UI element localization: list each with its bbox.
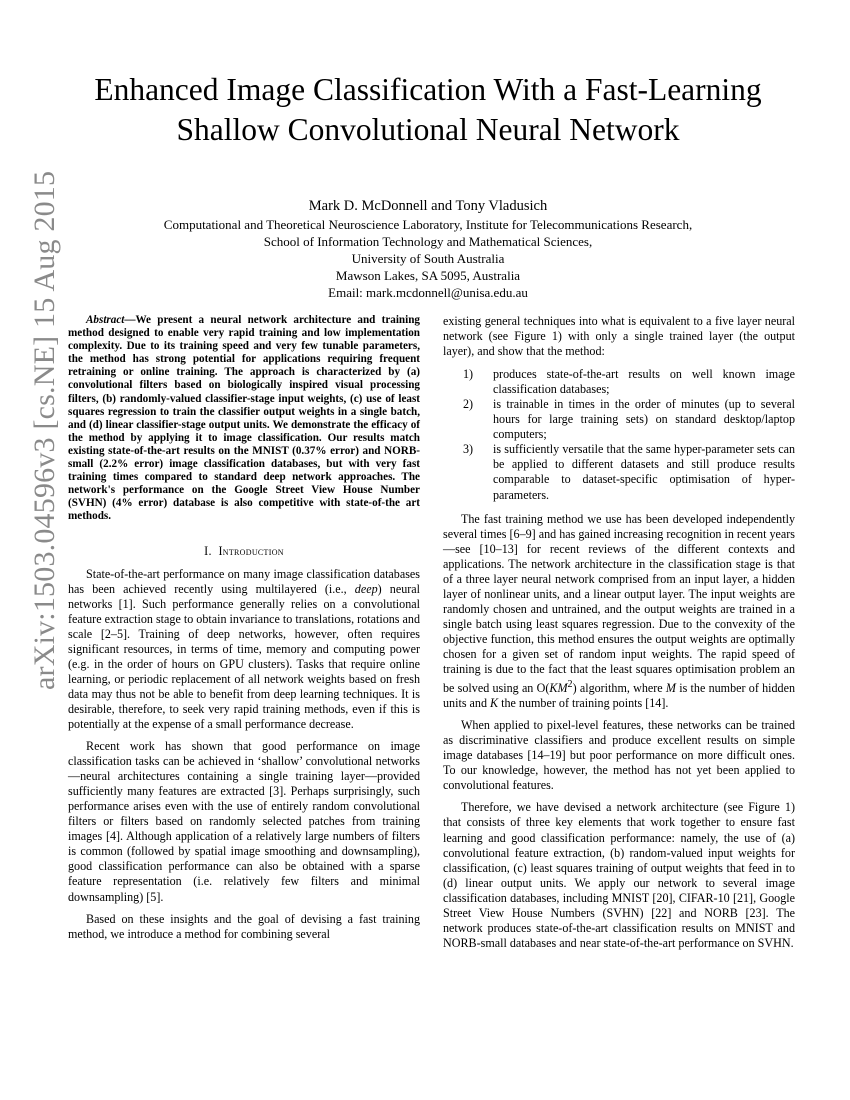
abstract (68, 314, 420, 524)
intro-paragraph-1: State-of-the-art performance on many image classification databases has been achieved recently using multilayered (i.e., deep) neural networks [1]. Such performance generally relies on a convolutional feature extraction stage to obtain invariance to translations, rotations and scale [2–5]. Training of deep networks, however, often requires significant resources, in terms of time, memory and computing power (e.g. in the order of hours on GPU clusters). Tasks that require online learning, or periodic replacement of all network weights based on fresh data may thus not be able to benefit from deep learning techniques. It is desirable, therefore, to seek very rapid training methods, even if this is potentially at the expense of a small performance decrease. (68, 566, 420, 732)
affiliation-address: Mawson Lakes, SA 5095, Australia (335, 268, 521, 283)
paper-title (60, 70, 796, 150)
left-column (68, 314, 420, 949)
intro-paragraph-3-continued: existing general techniques into what is equivalent to a five layer neural network (see Figure 1) with only a single trained layer (the output layer), and show that the method: (443, 314, 795, 359)
section-name: Introduction (218, 543, 284, 558)
intro-paragraph-5: When applied to pixel-level features, these networks can be trained as discriminative classifiers and produce excellent results on simple image databases [14–19] but poor performance on more difficult ones. To our knowledge, however, the method has not yet been applied to convolutional features. (443, 718, 795, 793)
right-column (443, 314, 795, 958)
intro-paragraph-4: The fast training method we use has been developed independently several times [6–9] and has gained increasing recognition in recent years—see [10–13] for recent reviews of the different contexts and applications. The network architecture in the classification stage is that of a three layer neural network comprised from an input layer, a hidden layer of nonlinear units, and a linear output layer. The input weights are randomly chosen and untrained, and the output weights are trained in a single batch using least squares regression. Due to the convexity of the objective function, this method ensures the output weights are optimally chosen for a given set of random input weights. The rapid speed of training is due to the fact that the least squares optimisation problem an be solved using an $O(KM^2)$ algorithm, where M is the number of hidden units and K the number of training points [14]. (443, 511, 796, 711)
abstract-text: —We present a neural network architecture and training method designed to enable very rapid training and low implementation complexity. Due to its training speed and very few tunable parameters, the method has strong potential for applications requiring frequent retraining or online training. The approach is characterized by (a) convolutional filters based on biologically inspired visual processing filters, (b) randomly-valued classifier-stage input weights, (c) use of least squares regression to train the classifier output weights in a single batch, and (d) linear classifier-stage output units. We demonstrate the efficacy of the method by applying it to image classification. Our results match existing state-of-the-art results on the MNIST (0.37% error) and NORB-small (2.2% error) image classification databases, but with very fast training times compared to standard deep network approaches. The network's performance on the Google Street View House Number (SVHN) (4% error) database is also competitive with state-of-the art methods. (68, 314, 420, 523)
affiliation-block (60, 216, 796, 301)
abstract-label: Abstract (86, 314, 125, 326)
affiliation-university: University of South Australia (351, 251, 505, 266)
title-line-1: Enhanced Image Classification With a Fast-Learning (94, 72, 762, 107)
section-heading-introduction (68, 544, 420, 559)
list-item: 1) produces state-of-the-art results on well known image classification databases; (463, 367, 795, 397)
author-list: Mark D. McDonnell and Tony Vladusich (308, 198, 548, 214)
intro-paragraph-6: Therefore, we have devised a network architecture (see Figure 1) that consists of three key elements that work together to ensure fast learning and good classification performance: namely, the use of (a) convolutional feature extraction, (b) random-valued input weights for classification, (c) least squares training of output weights that feed in to (d) linear output units. We apply our network to several image classification databases, including MNIST [20], CIFAR-10 [21], Google Street View House Numbers (SVHN) [22] and NORB [23]. The network produces state-of-the-art classification results on MNIST and NORB-small databases and near state-of-the-art performance on SVHN. (443, 800, 795, 950)
list-item: 3) is sufficiently versatile that the same hyper-parameter sets can be applied to different datasets and still produce results comparable to dataset-specific optimisation of hyper-parameters. (463, 442, 795, 502)
affiliation-school: School of Information Technology and Mathematical Sciences, (263, 234, 593, 249)
intro-paragraph-3: Based on these insights and the goal of devising a fast training method, we introduce a method for combining several (68, 911, 420, 941)
arxiv-identifier: arXiv:1503.04596v3 [cs.NE] 15 Aug 2015 (28, 170, 61, 690)
contribution-list (443, 367, 795, 502)
author-email: Email: mark.mcdonnell@unisa.edu.au (328, 285, 528, 300)
list-item: 2) is trainable in times in the order of minutes (up to several hours for large training sets) on standard desktop/laptop computers; (463, 397, 795, 442)
title-line-2: Shallow Convolutional Neural Network (176, 112, 680, 147)
section-numeral: I. (204, 543, 212, 558)
intro-paragraph-2: Recent work has shown that good performance on image classification tasks can be achieved in ‘shallow’ convolutional networks—neural architectures containing a single training layer—provided sufficiently many features are extracted [3]. Perhaps surprisingly, such performance arises even with the use of entirely random convolutional filters or filters based on randomly selected patches from training images [4]. Although application of a relatively large numbers of filters is common (followed by spatial image smoothing and downsampling), good classification performance can also be obtained with a sparse feature representation (i.e. relatively few filters and minimal downsampling) [5]. (68, 739, 420, 904)
affiliation-lab: Computational and Theoretical Neuroscience Laboratory, Institute for Telecommunications Research, (163, 217, 693, 232)
